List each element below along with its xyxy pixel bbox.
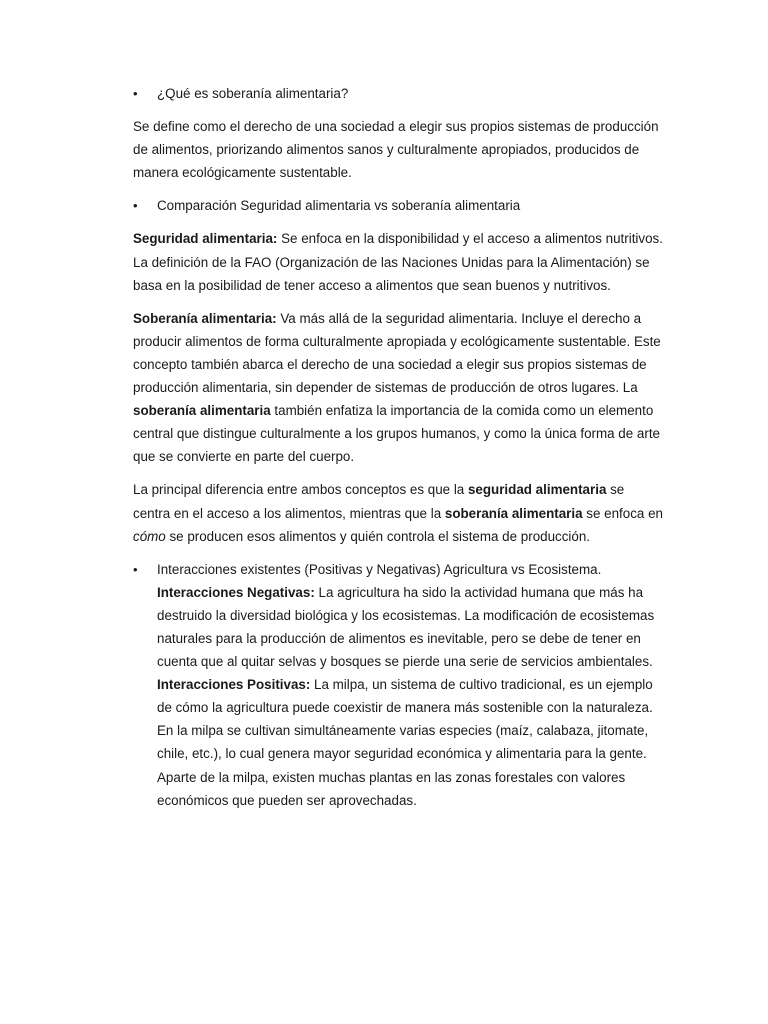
negativas-text: La agricultura ha sido la actividad humana que más ha destruido la diversidad biológica y los ecosistemas. La modificación de ecosistemas naturales para la producción de alimentos es inevitable, pero se debe de tener en cuenta que al quitar selvas y bosques se pierde una serie de servicios ambientales.: [157, 584, 655, 670]
seguridad-label: Seguridad alimentaria:: [133, 231, 278, 247]
diferencia-bold-1: seguridad alimentaria: [467, 482, 607, 498]
seguridad-text: Se enfoca en la disponibilidad y el acceso a alimentos nutritivos. La definición de la FAO (Organización de las Naciones Unidas para la Alimentación) se basa en la posibilidad de tener acceso a alimentos que sean buenos y nutritivos.: [133, 231, 663, 293]
positivas-label: Interacciones Positivas:: [157, 677, 311, 693]
definition-paragraph: Se define como el derecho de una sociedad a elegir sus propios sistemas de producción de alimentos, priorizando alimentos sanos y culturalmente apropiados, producidos de manera ecológicamente sustentable.: [133, 119, 659, 181]
bullet-icon: •: [133, 561, 138, 577]
negativas-label: Interacciones Negativas:: [157, 584, 315, 600]
bullet-item-soberania-question: [133, 82, 663, 105]
seguridad-paragraph: [133, 227, 663, 296]
bullet-icon: •: [133, 86, 138, 101]
bullet-item-comparison: [133, 194, 663, 217]
bullet-icon: •: [133, 198, 138, 214]
diferencia-italic: cómo: [133, 528, 166, 544]
soberania-label: Soberanía alimentaria:: [133, 310, 277, 326]
soberania-text-1: Va más allá de la seguridad alimentaria. Incluye el derecho a producir alimentos de forma culturalmente apropiada y ecológicamente sustentable. Este concepto también abarca el derecho de una sociedad a elegir sus propios sistemas de producción alimentaria, sin depender de sistemas de producción de otros lugares. La: [133, 310, 661, 396]
interacciones-positivas-paragraph: [157, 673, 663, 812]
diferencia-bold-2: soberanía alimentaria: [444, 505, 583, 521]
bullet-text: ¿Qué es soberanía alimentaria?: [157, 86, 349, 101]
document-page: [133, 82, 663, 812]
soberania-paragraph: [133, 307, 663, 469]
bullet-text: Comparación Seguridad alimentaria vs soberanía alimentaria: [157, 198, 521, 214]
diferencia-text-4: se producen esos alimentos y quién controla el sistema de producción.: [165, 528, 591, 544]
bullet-item-interacciones: [133, 558, 663, 812]
diferencia-text-3: se enfoca en: [582, 505, 663, 521]
soberania-bold-term: soberanía alimentaria: [133, 403, 271, 419]
diferencia-text-2: se centra en el acceso a los alimentos, mientras que la: [133, 482, 625, 521]
diferencia-text-1: La principal diferencia entre ambos conceptos es que la: [133, 482, 468, 498]
interacciones-title: Interacciones existentes (Positivas y Negativas) Agricultura vs Ecosistema.: [157, 561, 602, 577]
diferencia-paragraph: [133, 478, 663, 547]
interacciones-negativas-paragraph: [157, 581, 663, 673]
soberania-text-2: también enfatiza la importancia de la comida como un elemento central que distingue culturalmente a los grupos humanos, y como la única forma de arte que se convierte en parte del cuerpo.: [133, 403, 660, 465]
positivas-text: La milpa, un sistema de cultivo tradicional, es un ejemplo de cómo la agricultura puede coexistir de manera más sostenible con la naturaleza. En la milpa se cultivan simultáneamente varias especies (maíz, calabaza, jitomate, chile, etc.), lo cual genera mayor seguridad económica y alimentaria para la gente. Aparte de la milpa, existen muchas plantas en las zonas forestales con valores económicos que pueden ser aprovechadas.: [157, 677, 653, 808]
